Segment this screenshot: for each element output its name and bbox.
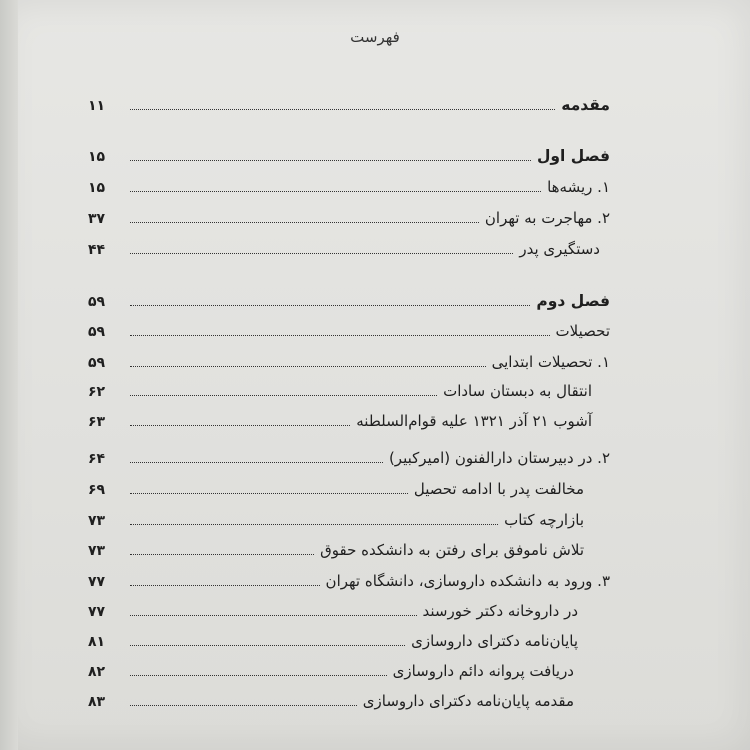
toc-page-number: ۷۷ bbox=[88, 574, 106, 590]
toc-entry bbox=[88, 507, 584, 531]
toc-dot-leader bbox=[130, 493, 408, 494]
toc-chapter-title: فصل دوم bbox=[536, 292, 610, 310]
toc-entry-title: آشوب ۲۱ آذر ۱۳۲۱ علیه قوام‌السلطنه bbox=[356, 412, 592, 430]
toc-entry-title: ۲. مهاجرت به تهران bbox=[484, 209, 610, 227]
toc-page-number: ۸۱ bbox=[88, 634, 106, 650]
toc-dot-leader bbox=[130, 705, 357, 706]
toc-chapter-title: فصل اول bbox=[536, 147, 610, 165]
toc-entry bbox=[88, 628, 578, 652]
toc-dot-leader bbox=[130, 335, 550, 336]
toc-entry-title: دریافت پروانه دائم داروسازی bbox=[392, 662, 574, 680]
toc-page-number: ۱۵ bbox=[88, 180, 106, 196]
toc-entry bbox=[88, 92, 610, 116]
toc-entry bbox=[88, 688, 574, 712]
toc-dot-leader bbox=[130, 160, 531, 161]
toc-dot-leader bbox=[130, 615, 417, 616]
toc-dot-leader bbox=[130, 585, 320, 586]
toc-dot-leader bbox=[130, 366, 486, 367]
toc-entry bbox=[88, 205, 610, 229]
toc-entry-title: ۳. ورود به دانشکده داروسازی، دانشگاه تهران bbox=[325, 572, 610, 590]
toc-entry-title: تلاش ناموفق برای رفتن به دانشکده حقوق bbox=[320, 541, 584, 559]
toc-dot-leader bbox=[130, 524, 498, 525]
toc-page-number: ۱۱ bbox=[88, 98, 106, 114]
toc-page-number: ۵۹ bbox=[88, 355, 106, 371]
toc-page-number: ۴۴ bbox=[88, 242, 106, 258]
toc-page-number: ۵۹ bbox=[88, 294, 106, 310]
toc-entry-title: دستگیری پدر bbox=[519, 240, 600, 258]
toc-entry bbox=[88, 568, 610, 592]
toc-entry-title: ۲. در دبیرستان دارالفنون (امیرکبیر) bbox=[388, 449, 610, 467]
toc-dot-leader bbox=[130, 395, 437, 396]
toc-entry-title: ۱. تحصیلات ابتدایی bbox=[491, 353, 610, 371]
toc-dot-leader bbox=[130, 645, 405, 646]
toc-entry-title: در داروخانه دکتر خورسند bbox=[422, 602, 578, 620]
toc-entry bbox=[88, 658, 574, 682]
toc-dot-leader bbox=[130, 425, 350, 426]
toc-entry-title: انتقال به دبستان سادات bbox=[443, 382, 592, 400]
toc-entry bbox=[88, 445, 610, 469]
toc-entry bbox=[88, 476, 584, 500]
toc-entry bbox=[88, 236, 600, 260]
toc-page-number: ۵۹ bbox=[88, 324, 106, 340]
toc-entry bbox=[88, 408, 592, 432]
toc-entry-title: مخالفت پدر با ادامه تحصیل bbox=[413, 480, 584, 498]
toc-page-number: ۳۷ bbox=[88, 211, 106, 227]
toc-dot-leader bbox=[130, 305, 530, 306]
toc-entry bbox=[88, 378, 592, 402]
toc-page-number: ۱۵ bbox=[88, 149, 106, 165]
toc-page-number: ۶۲ bbox=[88, 384, 106, 400]
toc-entry bbox=[88, 318, 610, 342]
toc-page-number: ۶۴ bbox=[88, 451, 106, 467]
toc-entry-title: پایان‌نامه دکترای داروسازی bbox=[411, 632, 578, 650]
toc-entry bbox=[88, 288, 610, 312]
toc-dot-leader bbox=[130, 675, 387, 676]
toc-dot-leader bbox=[130, 191, 541, 192]
toc-entry bbox=[88, 349, 610, 373]
toc-entry-title: تحصیلات bbox=[555, 322, 610, 340]
toc-dot-leader bbox=[130, 554, 314, 555]
toc-entry bbox=[88, 598, 578, 622]
toc-entry bbox=[88, 537, 584, 561]
toc-page-number: ۸۲ bbox=[88, 664, 106, 680]
toc-chapter-title: مقدمه bbox=[561, 96, 610, 114]
toc-page-number: ۶۳ bbox=[88, 414, 106, 430]
toc-dot-leader bbox=[130, 222, 479, 223]
toc-page-number: ۶۹ bbox=[88, 482, 106, 498]
toc-dot-leader bbox=[130, 253, 513, 254]
toc-entry bbox=[88, 143, 610, 167]
toc-dot-leader bbox=[130, 109, 555, 110]
toc-page-number: ۸۳ bbox=[88, 694, 106, 710]
toc-page-number: ۷۳ bbox=[88, 513, 106, 529]
toc-entry-title: بازارچه کتاب bbox=[504, 511, 584, 529]
toc-page-number: ۷۳ bbox=[88, 543, 106, 559]
toc-dot-leader bbox=[130, 462, 383, 463]
toc-entry-title: مقدمه پایان‌نامه دکترای داروسازی bbox=[362, 692, 574, 710]
page-title: فهرست bbox=[350, 28, 400, 46]
toc-entry bbox=[88, 174, 610, 198]
toc-entry-title: ۱. ریشه‌ها bbox=[547, 178, 610, 196]
toc-page-number: ۷۷ bbox=[88, 604, 106, 620]
